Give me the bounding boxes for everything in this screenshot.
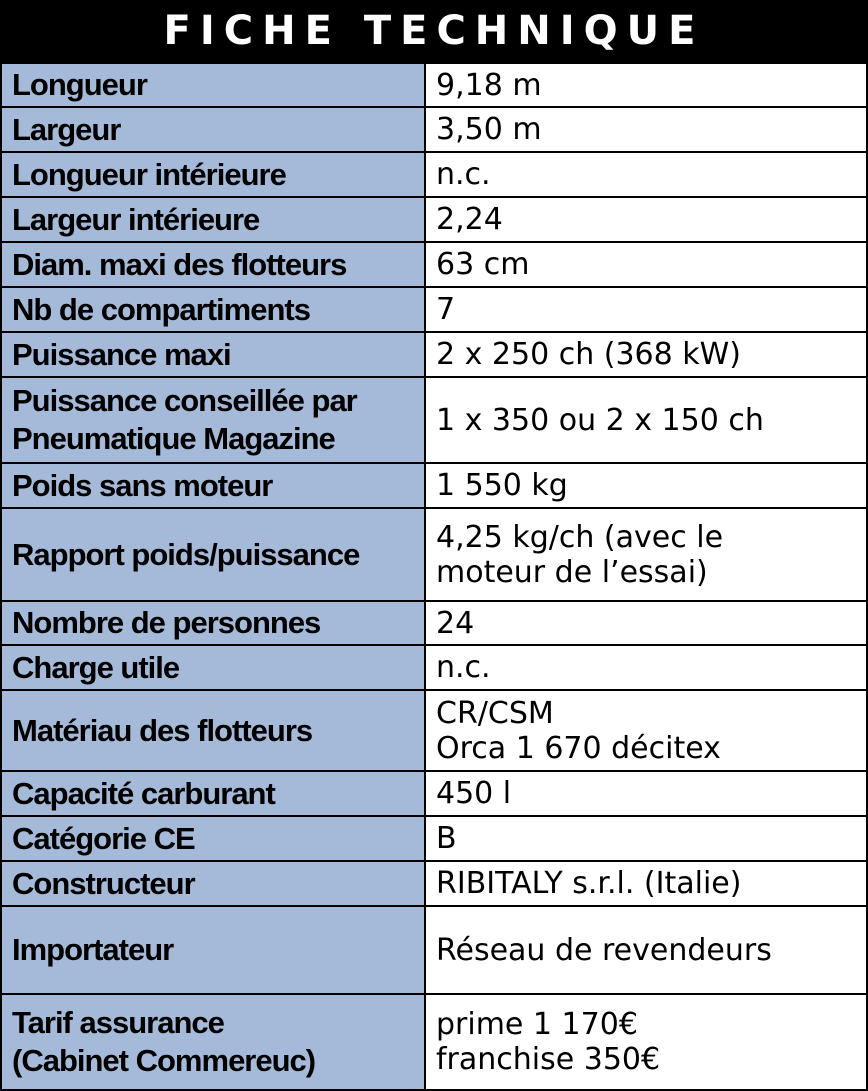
table-row bbox=[1, 152, 867, 197]
row-value: 450 l bbox=[425, 771, 867, 816]
row-value: n.c. bbox=[425, 152, 867, 197]
row-label: Puissance conseillée par Pneumatique Magazine bbox=[1, 377, 425, 463]
row-label: Largeur bbox=[1, 107, 425, 152]
row-label: Capacité carburant bbox=[1, 771, 425, 816]
table-row bbox=[1, 771, 867, 816]
row-label: Nombre de personnes bbox=[1, 601, 425, 645]
row-value: CR/CSM Orca 1 670 décitex bbox=[425, 690, 867, 771]
table-row bbox=[1, 197, 867, 242]
table-row bbox=[1, 601, 867, 645]
row-value: 9,18 m bbox=[425, 63, 867, 107]
row-value: prime 1 170€ franchise 350€ bbox=[425, 994, 867, 1090]
row-label: Matériau des flotteurs bbox=[1, 690, 425, 771]
table-row bbox=[1, 463, 867, 508]
row-value: 2 x 250 ch (368 kW) bbox=[425, 332, 867, 377]
row-value: 24 bbox=[425, 601, 867, 645]
row-label: Diam. maxi des flotteurs bbox=[1, 242, 425, 287]
row-label: Constructeur bbox=[1, 861, 425, 906]
row-label: Longueur bbox=[1, 63, 425, 107]
row-label: Importateur bbox=[1, 906, 425, 994]
row-label: Tarif assurance (Cabinet Commereuc) bbox=[1, 994, 425, 1090]
sheet-title: FICHE TECHNIQUE bbox=[0, 0, 868, 62]
row-label: Longueur intérieure bbox=[1, 152, 425, 197]
row-label: Largeur intérieure bbox=[1, 197, 425, 242]
row-value: Réseau de revendeurs bbox=[425, 906, 867, 994]
table-row bbox=[1, 816, 867, 861]
row-value: 3,50 m bbox=[425, 107, 867, 152]
row-label: Puissance maxi bbox=[1, 332, 425, 377]
row-value: 2,24 bbox=[425, 197, 867, 242]
table-row bbox=[1, 906, 867, 994]
row-label: Rapport poids/puissance bbox=[1, 508, 425, 601]
row-label: Catégorie CE bbox=[1, 816, 425, 861]
table-row bbox=[1, 994, 867, 1090]
row-value: 1 x 350 ou 2 x 150 ch bbox=[425, 377, 867, 463]
table-row bbox=[1, 377, 867, 463]
row-value: 4,25 kg/ch (avec le moteur de l’essai) bbox=[425, 508, 867, 601]
row-value: 7 bbox=[425, 287, 867, 332]
row-label: Nb de compartiments bbox=[1, 287, 425, 332]
row-value: RIBITALY s.r.l. (Italie) bbox=[425, 861, 867, 906]
table-row bbox=[1, 690, 867, 771]
table-row bbox=[1, 861, 867, 906]
row-label: Poids sans moteur bbox=[1, 463, 425, 508]
spec-table bbox=[0, 62, 868, 1091]
row-value: 63 cm bbox=[425, 242, 867, 287]
table-row bbox=[1, 242, 867, 287]
row-value: 1 550 kg bbox=[425, 463, 867, 508]
table-row bbox=[1, 332, 867, 377]
table-row bbox=[1, 287, 867, 332]
row-value: n.c. bbox=[425, 645, 867, 690]
table-row bbox=[1, 508, 867, 601]
table-row bbox=[1, 63, 867, 107]
table-row bbox=[1, 645, 867, 690]
table-row bbox=[1, 107, 867, 152]
row-value: B bbox=[425, 816, 867, 861]
row-label: Charge utile bbox=[1, 645, 425, 690]
